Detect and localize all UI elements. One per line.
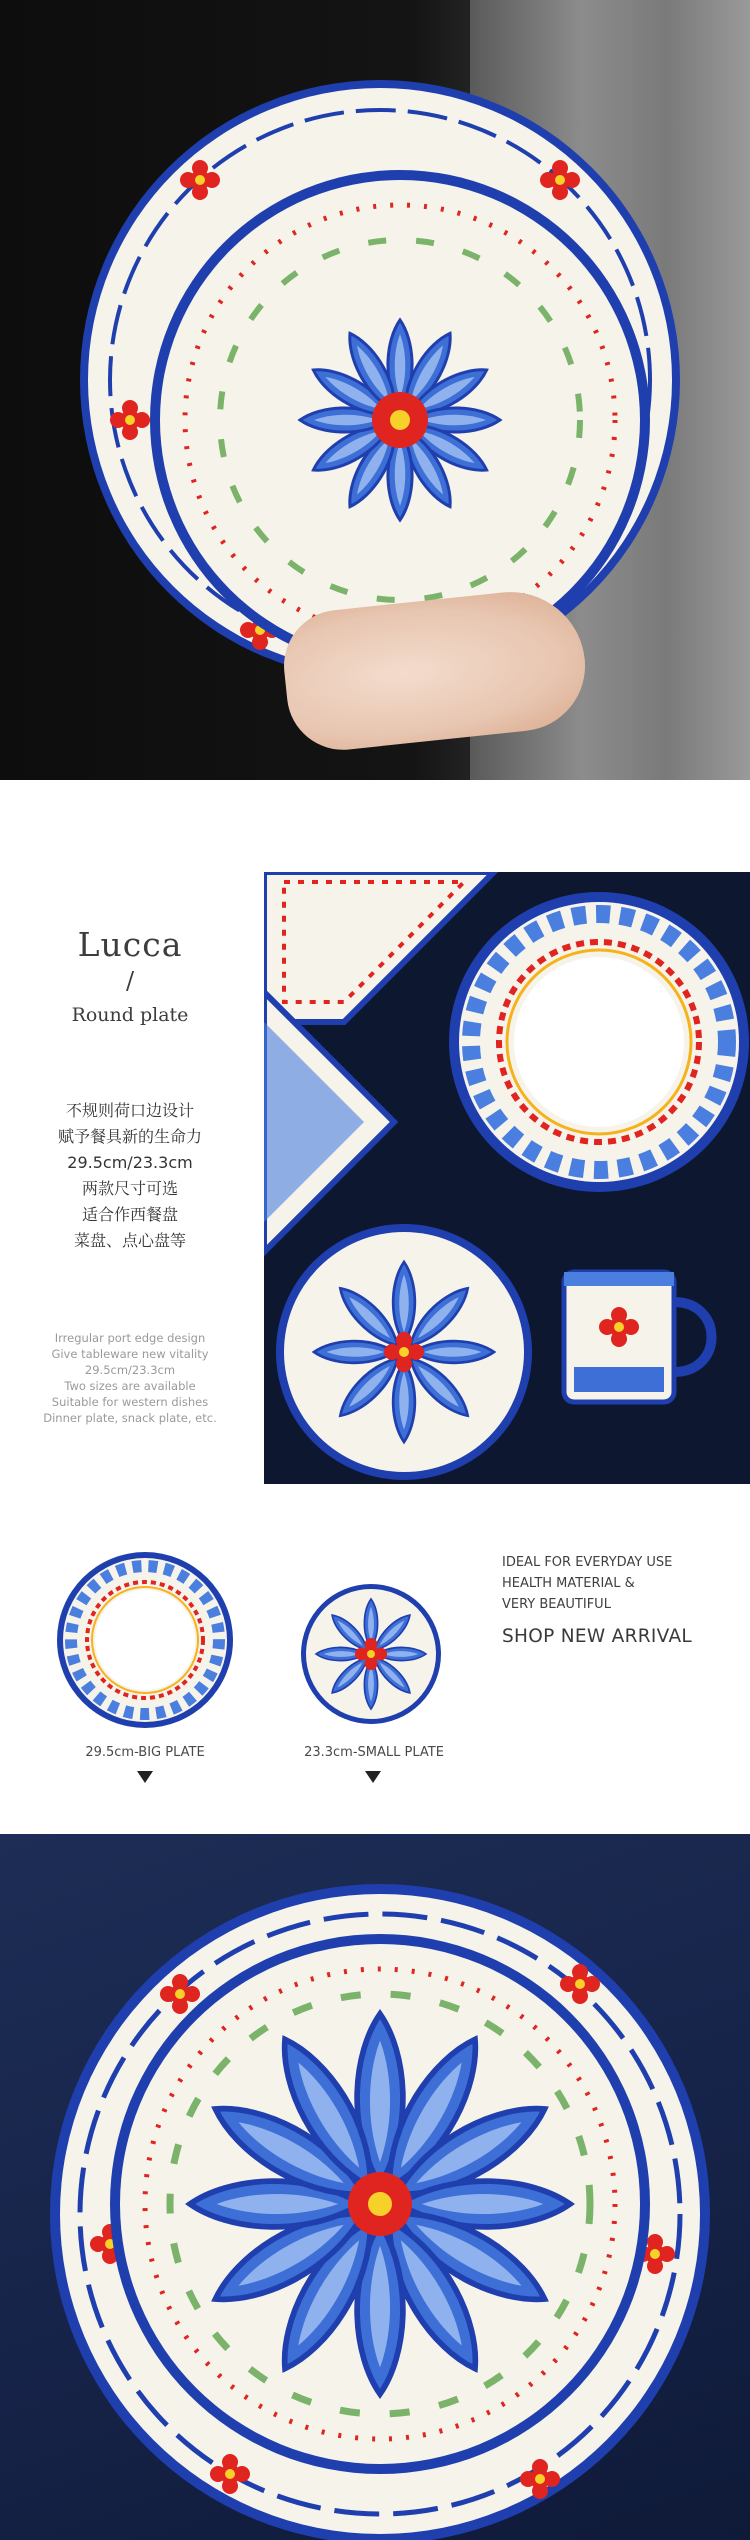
feature-line: VERY BEAUTIFUL (502, 1597, 611, 1612)
cn-line: 适合作西餐盘 (81, 1205, 178, 1224)
plate-stack-illustration (60, 60, 700, 700)
cn-line: 29.5cm/23.3cm (67, 1153, 193, 1172)
hero-photo (0, 0, 750, 780)
down-arrow-icon (137, 1771, 153, 1783)
cn-line: 两款尺寸可选 (81, 1179, 178, 1198)
shop-new-arrival-link[interactable]: SHOP NEW ARRIVAL (502, 1626, 693, 1647)
en-line: 29.5cm/23.3cm (84, 1363, 176, 1377)
cn-line: 赋予餐具新的生命力 (57, 1127, 202, 1146)
en-line: Suitable for western dishes (51, 1395, 209, 1409)
cn-line: 不规则荷口边设计 (65, 1101, 194, 1120)
feature-line: IDEAL FOR EVERYDAY USE (502, 1555, 673, 1570)
feature-list (502, 1552, 672, 1615)
en-line: Dinner plate, snack plate, etc. (43, 1411, 217, 1425)
big-plate-illustration (55, 1550, 235, 1730)
small-plate-size-label: 23.3cm-SMALL PLATE (304, 1745, 444, 1760)
big-plate-size-label: 29.5cm-BIG PLATE (85, 1745, 205, 1760)
small-plate-illustration (300, 1583, 442, 1725)
cn-line: 菜盘、点心盘等 (73, 1231, 186, 1250)
feature-line: HEALTH MATERIAL & (502, 1576, 635, 1591)
product-subtitle: Round plate (71, 1004, 189, 1026)
en-line: Give tableware new vitality (51, 1347, 209, 1361)
description-english (25, 1330, 235, 1426)
title-separator: / (125, 967, 135, 995)
product-title: Lucca (77, 925, 183, 964)
plates-flatlay-photo (0, 1834, 750, 2540)
description-chinese (30, 1098, 230, 1254)
down-arrow-icon (365, 1771, 381, 1783)
tableware-set-photo (264, 872, 750, 1484)
en-line: Irregular port edge design (54, 1331, 206, 1345)
en-line: Two sizes are available (64, 1379, 196, 1393)
